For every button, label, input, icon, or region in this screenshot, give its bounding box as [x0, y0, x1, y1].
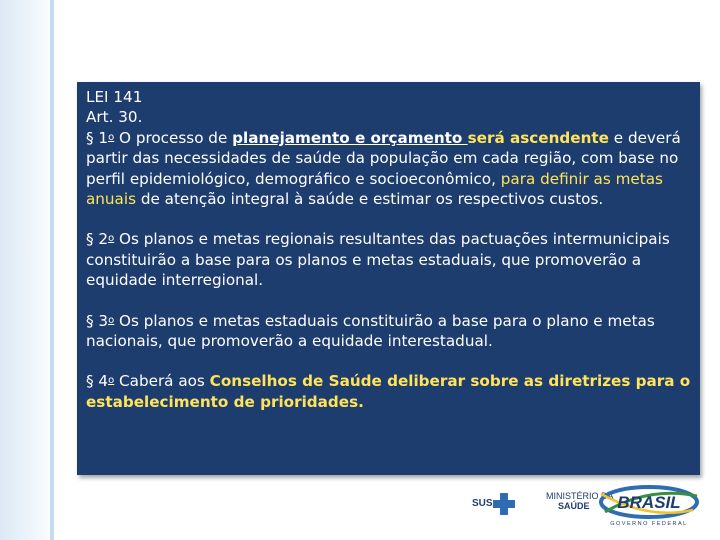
paragraph-3-mark: § 3 [86, 311, 109, 330]
paragraph-1-text-b: e deverá partir das necessidades de saúde da população em cada região, com base no perfil epidemiológico, demográfico e socioeconômico, [86, 128, 681, 188]
paragraph-4-text: Caberá aos [114, 372, 210, 391]
ministry-line-1: MINISTÉRIO DA [546, 491, 614, 501]
brasil-logo-icon [593, 484, 705, 528]
paragraph-1-mark: § 1 [86, 128, 109, 147]
law-text-box [77, 82, 700, 475]
paragraph-1-text-a: O processo de [114, 128, 233, 147]
paragraph-4-ordinal: o [108, 375, 115, 387]
footer-logos [468, 484, 708, 532]
paragraph-1-highlight-b: para definir as metas anuais [86, 169, 663, 209]
paragraph-1-highlight-a: será ascendente [467, 128, 609, 147]
paragraph-1-text-c: de atenção integral à saúde e estimar os respectivos custos. [136, 190, 604, 209]
paragraph-3-ordinal: o [108, 314, 115, 326]
paragraph-2-ordinal: o [108, 233, 115, 245]
ministry-line-2: SAÚDE [558, 501, 590, 511]
paragraph-2 [86, 229, 694, 290]
left-decorative-stripe [50, 0, 54, 540]
sus-logo-text: SUS [472, 498, 493, 509]
paragraph-4-highlight: Conselhos de Saúde deliberar sobre as diretrizes para o estabelecimento de prioridades. [86, 372, 691, 411]
paragraph-2-text: Os planos e metas regionais resultantes das pactuações intermunicipais constituirão a base para os planos e metas estaduais, que promoverão a equidade interregional. [86, 230, 670, 290]
paragraph-4-mark: § 4 [86, 372, 109, 391]
paragraph-4 [86, 371, 694, 412]
law-title: LEI 141 [86, 88, 143, 106]
sus-cross-icon [493, 493, 515, 515]
brasil-tagline: GOVERNO FEDERAL [610, 521, 688, 527]
paragraph-1-underlined: planejamento e orçamento [232, 128, 468, 147]
paragraph-3 [86, 311, 694, 352]
paragraph-1-ordinal: o [108, 131, 115, 143]
paragraph-2-mark: § 2 [86, 230, 109, 249]
brasil-wordmark: BRASIL [617, 493, 681, 512]
article-title: Art. 30. [86, 108, 143, 127]
paragraph-1 [86, 128, 694, 210]
paragraph-3-text: Os planos e metas estaduais constituirão a base para o plano e metas nacionais, que promoverão a equidade interestadual. [86, 311, 655, 351]
